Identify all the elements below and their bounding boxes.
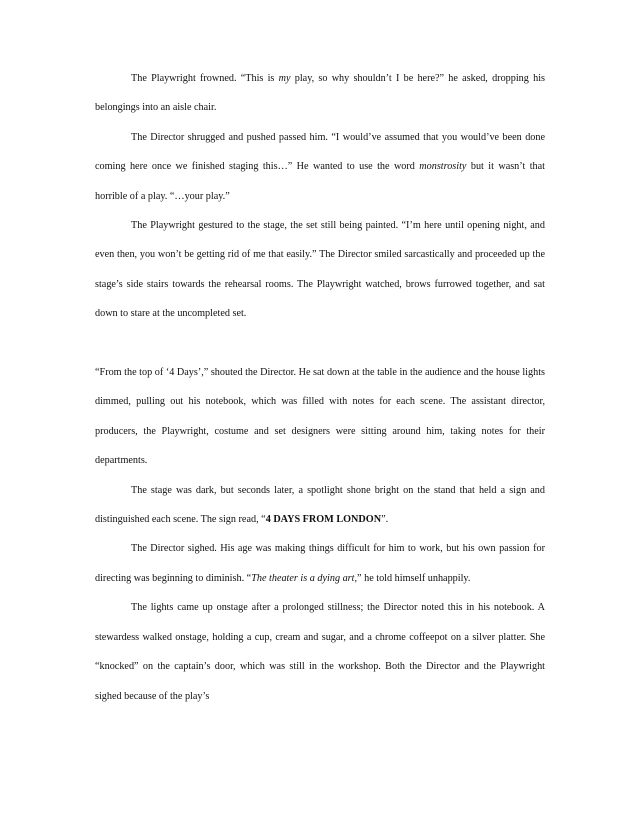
text-run: The stage was dark, but seconds later, a spotlight shone bright on the stand that held a sign and distinguished each scene. The sign read, “	[95, 484, 545, 526]
paragraph	[95, 476, 545, 535]
text-run: The Director shrugged and pushed passed him. “I would’ve assumed that you would’ve been done coming here once we finished staging this…” He wanted to use the word	[95, 131, 545, 173]
paragraph-gap	[95, 329, 545, 358]
paragraph	[95, 358, 545, 476]
paragraph	[95, 211, 545, 329]
text-run: The Playwright gestured to the stage, the set still being painted. “I’m here until opening night, and even then, you won’t be getting rid of me that easily.” The Director smiled sarcastically and proceeded up the stage’s side stairs towards the rehearsal rooms. The Playwright watched, brows furrowed together, and sat down to stare at the uncompleted set.	[95, 220, 545, 320]
text-run: play, so why shouldn’t I be here?” he asked, dropping his belongings into an aisle chair.	[95, 73, 545, 114]
text-run: “From the top of ‘4 Days’,” shouted the Director. He sat down at the table in the audience and the house lights dimmed, pulling out his notebook, which was filled with notes for each scene. The assistant director, producers, the Playwright, costume and set designers were sitting around him, taking notes for their departments.	[95, 367, 545, 467]
text-run: The Director sighed. His age was making things difficult for him to work, but his own passion for directing was beginning to diminish. “	[95, 543, 545, 584]
document-body	[95, 64, 545, 711]
italic-text: monstrosity	[419, 161, 467, 173]
bold-text: 4 DAYS FROM LONDON	[265, 514, 382, 526]
text-run: ”.	[381, 514, 389, 526]
text-run: ” he told himself unhappily.	[357, 572, 471, 584]
paragraph	[95, 534, 545, 593]
paragraph	[95, 64, 545, 123]
paragraph	[95, 123, 545, 211]
italic-text: my	[278, 73, 291, 84]
italic-text: The theater is a dying art,	[251, 572, 358, 584]
text-run: but it wasn’t that horrible of a play. “…your play.”	[95, 161, 545, 202]
text-run: The lights came up onstage after a prolonged stillness; the Director noted this in his notebook. A stewardess walked onstage, holding a cup, cream and sugar, and a chrome coffeepot on a silver platter. She “knocked” on the captain’s door, which was still in the workshop. Both the Director and the Playwright sighed because of the play’s	[95, 602, 545, 702]
text-run: The Playwright frowned. “This is	[131, 73, 279, 84]
paragraph	[95, 593, 545, 711]
